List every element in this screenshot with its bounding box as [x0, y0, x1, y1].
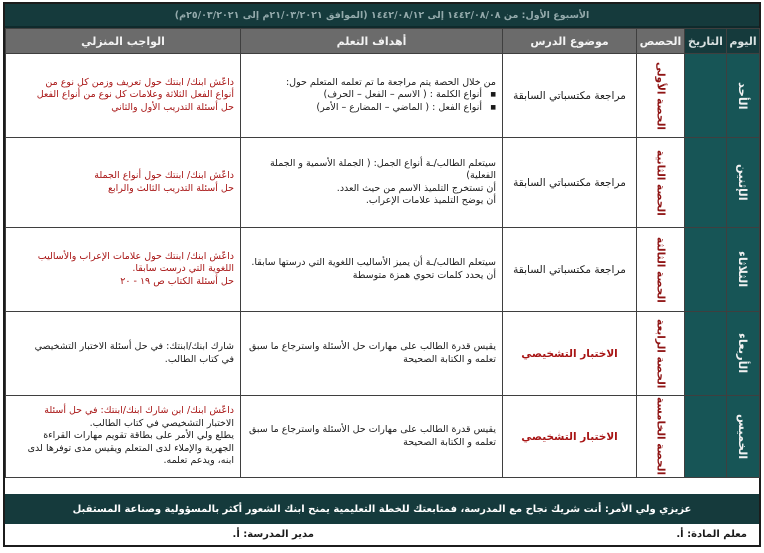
period-cell: الحصة الثانية — [637, 138, 685, 228]
objective-bullet: ■ أنواع الفعل : ( الماضي – المضارع – الأمر) — [247, 102, 496, 115]
header-objectives: أهداف التعلم — [241, 29, 503, 54]
signature-footer — [5, 524, 759, 545]
topic-cell: الاختبار التشخيصي — [503, 396, 637, 478]
date-cell — [685, 138, 727, 228]
objective-line: سيتعلم الطالب/ـة أن يميز الأساليب اللغوية التي درستها سابقا. — [251, 257, 496, 268]
objective-line: أن يوضح التلميذ علامات الإعراب. — [365, 195, 496, 206]
title-bar: الأسبوع الأول: من ١٤٤٢/٠٨/٠٨ إلى ١٤٤٢/٠٨/١٢ (الموافق ٢١/٠٣/٢٠٢١م إلى ٢٥/٠٣/٢٠٢١م) — [5, 4, 759, 28]
header-period: الحصص — [637, 29, 685, 54]
table-row — [6, 138, 760, 228]
topic-cell: مراجعة مكتسباتي السابقة — [503, 228, 637, 312]
homework-line: داعّش ابنك/ ابنتك حول علامات الإعراب والأساليب — [37, 250, 234, 262]
day-cell: الخميس — [727, 396, 760, 478]
weekly-plan-page — [3, 2, 761, 547]
homework-line: ابنه، ويدعم تعلمه. — [163, 455, 234, 467]
homework-line: يطلع ولي الأمر على بطاقة تقويم مهارات القراءة — [43, 430, 234, 442]
objective-line: سيتعلم الطالب/ـة أنواع الجمل: ( الجملة الأسمية و الجملة الفعلية) — [269, 157, 496, 181]
homework-line: داعّش ابنك/ ابنتك حول أنواع الجملة — [94, 170, 234, 181]
objective-line: تعلمه و الكتابة الصحيحة — [403, 353, 496, 365]
table-row — [6, 396, 760, 478]
date-cell — [685, 54, 727, 138]
objective-line: أن يحدد كلمات تحوي همزة متوسطة — [352, 269, 496, 281]
table-header-row — [6, 29, 760, 54]
period-cell: الحصة الأولى — [637, 54, 685, 138]
date-cell — [685, 228, 727, 312]
objective-line: يقيس قدرة الطالب على مهارات حل الأسئلة واسترجاع ما سبق — [248, 424, 496, 435]
header-day: اليوم — [727, 29, 760, 54]
topic-cell: الاختبار التشخيصي — [503, 312, 637, 396]
objectives-cell — [241, 54, 503, 138]
table-row — [6, 228, 760, 312]
homework-line: شارك ابنك/ابنتك: في حل أسئلة الاختبار التشخيصي — [34, 341, 234, 352]
objectives-cell — [241, 138, 503, 228]
homework-line: اللغوية التي درست سابقا. — [132, 263, 234, 275]
objectives-cell — [241, 228, 503, 312]
day-cell: الأحد — [727, 54, 760, 138]
header-topic: موضوع الدرس — [503, 29, 637, 54]
objectives-cell — [241, 396, 503, 478]
parent-message-bar: عزيزي ولي الأمر: أنت شريك نجاح مع المدرسة، فمتابعتك للخطة التعليمية يمنح ابنك الشعور أكثر بالمسؤولية وصناعة المستقبل — [5, 494, 759, 524]
homework-line: الاختبار التشخيصي في كتاب الطالب. — [89, 417, 234, 429]
principal-signature-label: مدير المدرسة: أ. — [232, 529, 314, 540]
objective-line: أن تستخرج التلميذ الاسم من حيث العدد. — [336, 182, 496, 194]
period-cell: الحصة الثالثة — [637, 228, 685, 312]
objectives-cell — [241, 312, 503, 396]
topic-cell: مراجعة مكتسباتي السابقة — [503, 138, 637, 228]
header-date: التاريخ — [685, 29, 727, 54]
homework-line: حل أسئلة التدريب الأول والثاني — [111, 101, 234, 113]
homework-line: أنواع الفعل الثلاثة وعلامات كل نوع من أنواع الفعل — [36, 89, 234, 101]
homework-line: الجهرية والإملاء لدى المتعلم ويقيس مدى توفرها لدى — [27, 442, 234, 454]
homework-cell — [6, 138, 241, 228]
objective-line: يقيس قدرة الطالب على مهارات حل الأسئلة واسترجاع ما سبق — [248, 341, 496, 352]
homework-cell — [6, 396, 241, 478]
period-cell: الحصة الخامسة — [637, 396, 685, 478]
teacher-signature-label: معلم المادة: أ. — [676, 529, 747, 540]
weekly-plan-table — [5, 28, 760, 478]
topic-cell: مراجعة مكتسباتي السابقة — [503, 54, 637, 138]
day-cell: الأربعاء — [727, 312, 760, 396]
homework-cell — [6, 312, 241, 396]
homework-line: داعّش ابنك/ ابنتك حول تعريف وزمن كل نوع من — [45, 76, 234, 88]
period-cell: الحصة الرابعة — [637, 312, 685, 396]
homework-line: حل أسئلة الكتاب ص ١٩ - ٢٠ — [120, 275, 234, 287]
table-row — [6, 312, 760, 396]
objective-bullet: ■ أنواع الكلمة : ( الاسم – الفعل – الحرف) — [247, 89, 496, 102]
day-cell: الثلاثاء — [727, 228, 760, 312]
homework-cell — [6, 228, 241, 312]
homework-line: في كتاب الطالب. — [164, 353, 234, 365]
date-cell — [685, 312, 727, 396]
header-homework: الواجب المنزلي — [6, 29, 241, 54]
objectives-intro: من خلال الحصة يتم مراجعة ما تم تعلمه المتعلم حول: — [285, 76, 496, 88]
homework-cell — [6, 54, 241, 138]
objective-line: تعلمه و الكتابة الصحيحة — [403, 436, 496, 448]
homework-line: داعّش ابنك/ ابن شارك ابنك/ابنتك: في حل أسئلة — [44, 405, 234, 417]
homework-line: حل أسئلة التدريب الثالث والرابع — [107, 182, 234, 194]
day-cell: الإثنين — [727, 138, 760, 228]
table-row — [6, 54, 760, 138]
date-cell — [685, 396, 727, 478]
